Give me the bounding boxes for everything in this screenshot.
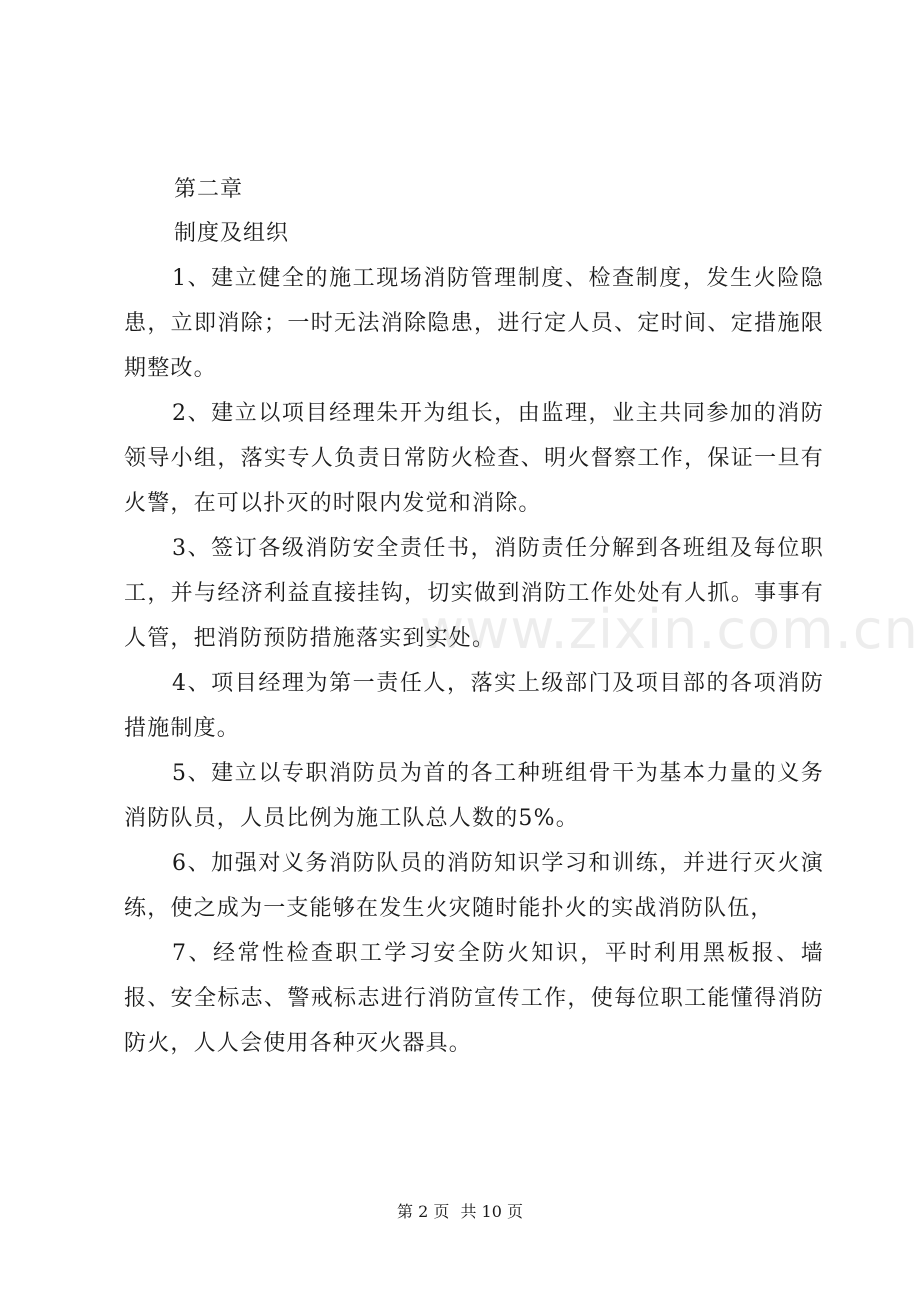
paragraph-6: 6、加强对义务消防队员的消防知识学习和训练，并进行灭火演练，使之成为一支能够在发生火灾随时能扑火的实战消防队伍， xyxy=(124,851,824,921)
page-total: 共 10 页 xyxy=(460,1202,523,1221)
watermark: www.zixin.com.cn xyxy=(420,598,919,661)
page-footer xyxy=(0,1200,920,1224)
paragraph-1: 1、建立健全的施工现场消防管理制度、检查制度，发生火险隐患，立即消除；一时无法消除隐患，进行定人员、定时间、定措施限期整改。 xyxy=(124,266,824,381)
section-title: 制度及组织 xyxy=(174,221,290,246)
paragraph-2: 2、建立以项目经理朱开为组长，由监理，业主共同参加的消防领导小组，落实专人负责日常防火检查、明火督察工作，保证一旦有火警，在可以扑灭的时限内发觉和消除。 xyxy=(124,401,824,516)
page-number: 第 2 页 xyxy=(397,1202,450,1221)
paragraph-7: 7、经常性检查职工学习安全防火知识，平时利用黑板报、墙报、安全标志、警戒标志进行消防宣传工作，使每位职工能懂得消防防火，人人会使用各种灭火器具。 xyxy=(124,941,824,1056)
document-body xyxy=(124,168,824,1066)
paragraph-4: 4、项目经理为第一责任人，落实上级部门及项目部的各项消防措施制度。 xyxy=(124,671,824,741)
paragraph-3: 3、签订各级消防安全责任书，消防责任分解到各班组及每位职工，并与经济利益直接挂钩，切实做到消防工作处处有人抓。事事有人管，把消防预防措施落实到实处。 xyxy=(124,536,824,651)
paragraph-5: 5、建立以专职消防员为首的各工种班组骨干为基本力量的义务消防队员，人员比例为施工队总人数的5%。 xyxy=(124,761,824,831)
chapter-heading: 第二章 xyxy=(174,177,244,202)
